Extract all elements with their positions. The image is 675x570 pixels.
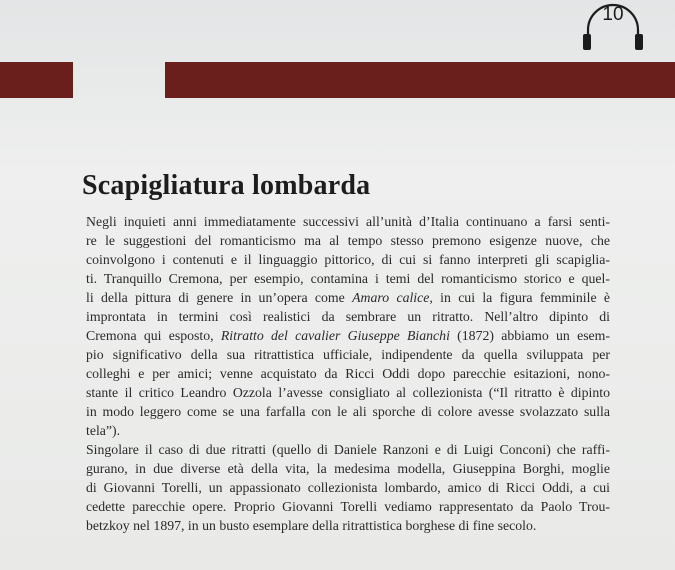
text-line: pio significativo della sua ritrattistica ufficiale, indipendente da quella sviluppata per <box>86 347 610 362</box>
text-line: Singolare il caso di due ritratti (quello di Daniele Ranzoni e di Luigi Conconi) che raffi- <box>86 442 610 457</box>
text-line <box>86 288 610 307</box>
text-line: gurano, in due diverse età della vita, la medesima modella, Giuseppina Borghi, moglie <box>86 461 610 476</box>
audio-guide-badge <box>578 0 648 58</box>
decorative-band-left <box>0 62 73 98</box>
text-line: improntata in termini così realistici da sembrare un ritratto. Nell’altro dipinto di <box>86 309 610 324</box>
text-line: di Giovanni Torelli, un appassionato collezionista lombardo, amico di Ricci Oddi, a cui <box>86 480 610 495</box>
text-line: betzkoy nel 1897, in un busto esemplare della ritrattistica borghese di fine secolo. <box>86 518 537 533</box>
panel-body-text <box>86 212 610 535</box>
text-segment: (1872) abbiamo un esem- <box>449 328 611 343</box>
text-line: ti. Tranquillo Cremona, per esempio, contamina i temi del romanticismo storico e quel- <box>86 271 610 286</box>
audio-guide-number: 10 <box>602 4 624 25</box>
text-line: Negli inquieti anni immediatamente successivi all’unità d’Italia continuano a farsi senti- <box>86 214 610 229</box>
text-line: in modo leggero come se una farfalla con le ali sporche di colore avesse svolazzato sulla <box>86 404 610 419</box>
text-segment: in cui la figura femminile è <box>432 290 610 305</box>
text-line <box>86 326 610 345</box>
text-line: re le suggestioni del romanticismo ma al tempo stesso premono esigenze nuove, che <box>86 233 610 248</box>
text-segment: li della pittura di genere in un’opera come <box>86 290 353 305</box>
text-segment: Cremona qui esposto, <box>86 328 221 343</box>
text-line: colleghi e per amici; venne acquistato da Ricci Oddi dopo parecchie esitazioni, nono- <box>86 366 610 381</box>
artwork-title-amaro-calice: Amaro calice, <box>352 290 433 305</box>
panel-title: Scapigliatura lombarda <box>82 170 371 201</box>
text-line: coinvolgono i contenuti e il linguaggio pittorico, di cui si fanno interpreti gli scapiglia- <box>86 252 610 267</box>
artwork-title-ritratto-bianchi: Ritratto del cavalier Giuseppe Bianchi <box>220 328 450 343</box>
text-line: tela”). <box>86 423 121 438</box>
text-line: stante il critico Leandro Ozzola l’avesse consigliato al collezionista (“Il ritratto è dipinto <box>86 385 610 400</box>
decorative-band-right <box>165 62 675 98</box>
text-line: cedette parecchie opere. Proprio Giovanni Torelli vediamo rappresentato da Paolo Trou- <box>86 499 610 514</box>
